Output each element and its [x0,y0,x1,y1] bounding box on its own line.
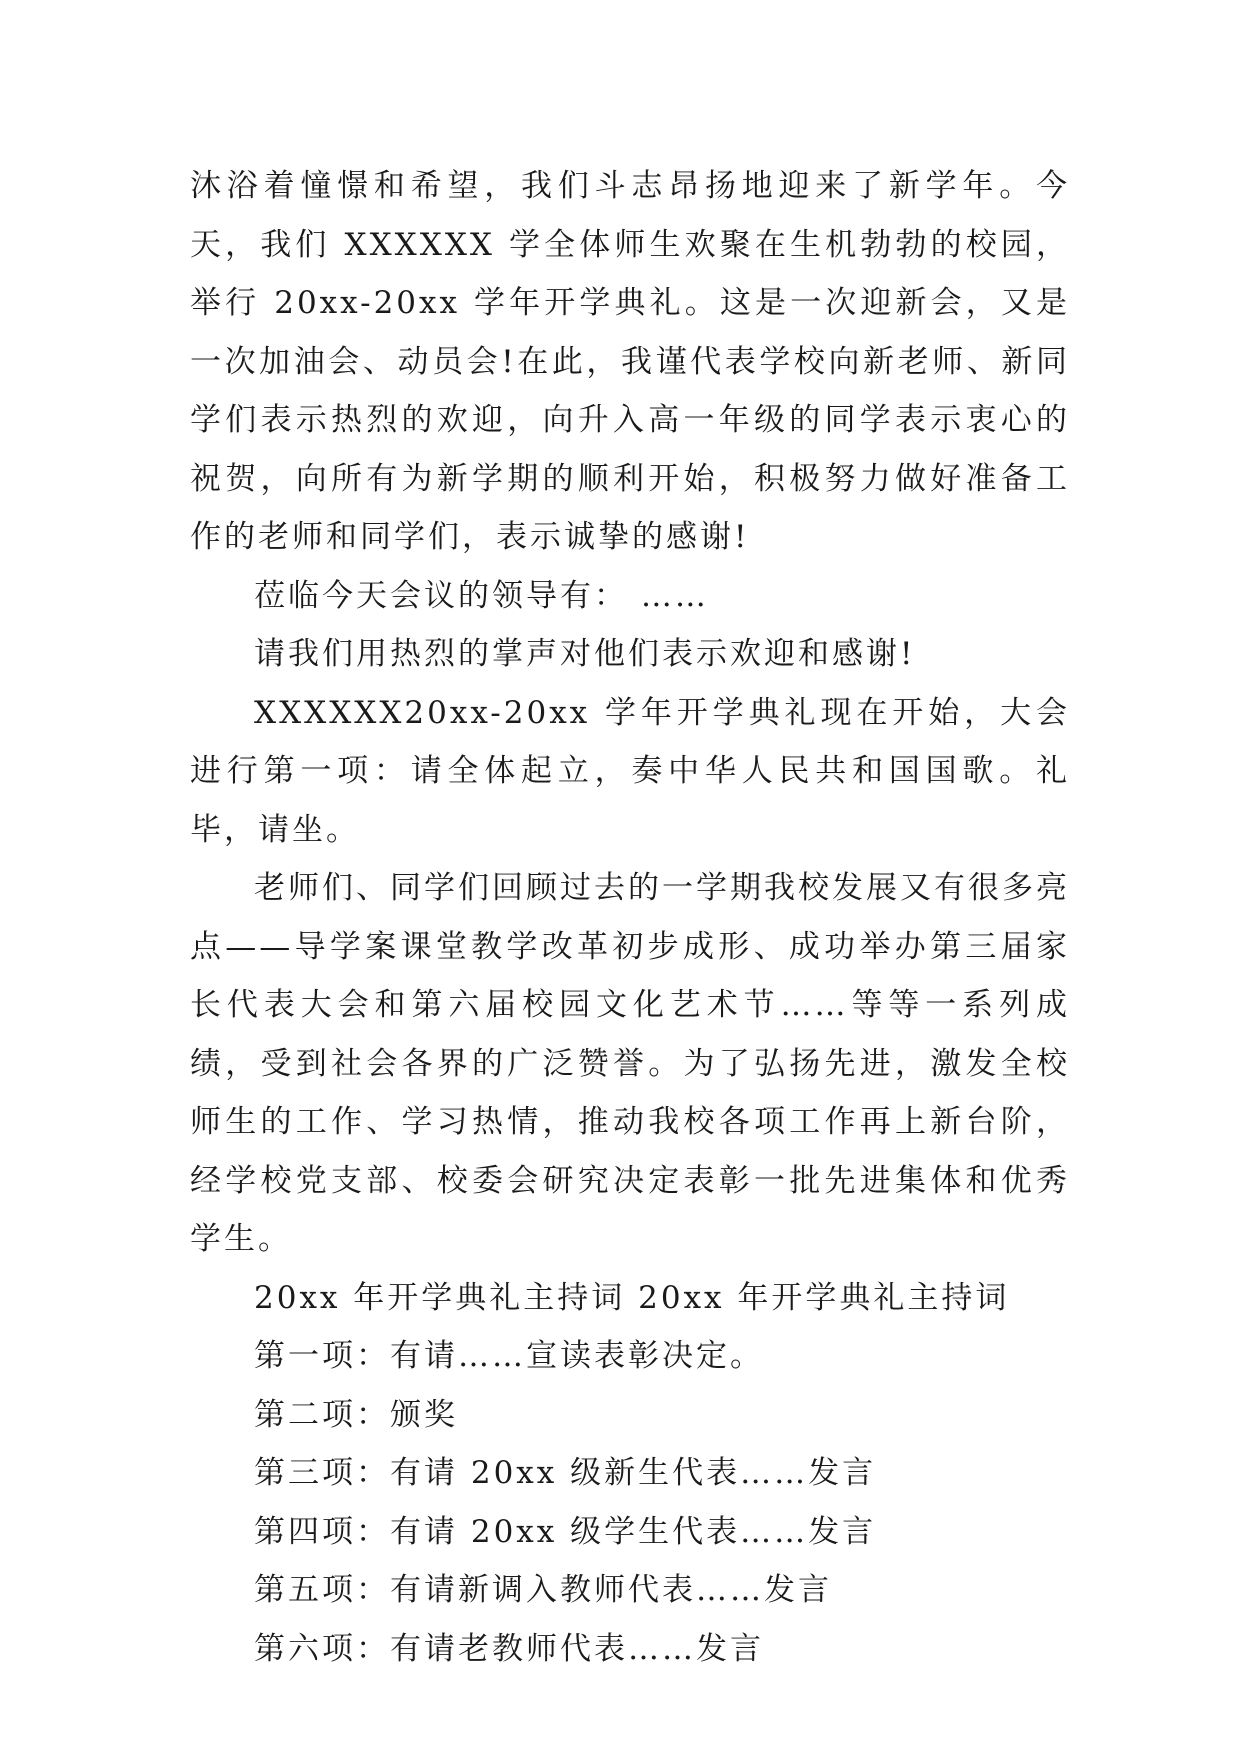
paragraph-opening: 沐浴着憧憬和希望，我们斗志昂扬地迎来了新学年。今天，我们 XXXXXX 学全体师生欢聚在生机勃勃的校园，举行 20xx-20xx 学年开学典礼。这是一次迎新会，又是一次加油会、动员会!在此，我谨代表学校向新老师、新同学们表示热烈的欢迎，向升入高一年级的同学表示衷心的祝贺，向所有为新学期的顺利开始，积极努力做好准备工作的老师和同学们，表示诚挚的感谢! [190,168,1070,555]
agenda-item: 第四项：有请 20xx 级学生代表……发言 [254,1513,877,1550]
agenda-item: 第一项：有请……宣读表彰决定。 [254,1338,764,1374]
agenda-item: 第五项：有请新调入教师代表……发言 [254,1572,832,1608]
paragraph-leaders: 莅临今天会议的领导有： …… [254,577,709,614]
agenda-item: 第三项：有请 20xx 级新生代表……发言 [254,1455,877,1491]
agenda-item: 第六项：有请老教师代表……发言 [254,1630,764,1667]
document-body [190,157,1070,1678]
paragraph-review: 老师们、同学们回顾过去的一学期我校发展又有很多亮点——导学案课堂教学改革初步成形、成功举办第三届家长代表大会和第六届校园文化艺术节……等等一系列成绩，受到社会各界的广泛赞誉。为了弘扬先进，激发全校师生的工作、学习热情，推动我校各项工作再上新台阶，经学校党支部、校委会研究决定表彰一批先进集体和优秀学生。 [190,870,1070,1257]
paragraph-ceremony-start: XXXXXX20xx-20xx 学年开学典礼现在开始，大会进行第一项：请全体起立，奏中华人民共和国国歌。礼毕，请坐。 [190,694,1070,848]
paragraph-title-line: 20xx 年开学典礼主持词 20xx 年开学典礼主持词 [254,1279,1010,1316]
paragraph-applause: 请我们用热烈的掌声对他们表示欢迎和感谢! [254,636,916,672]
agenda-item: 第二项：颁奖 [254,1396,458,1433]
